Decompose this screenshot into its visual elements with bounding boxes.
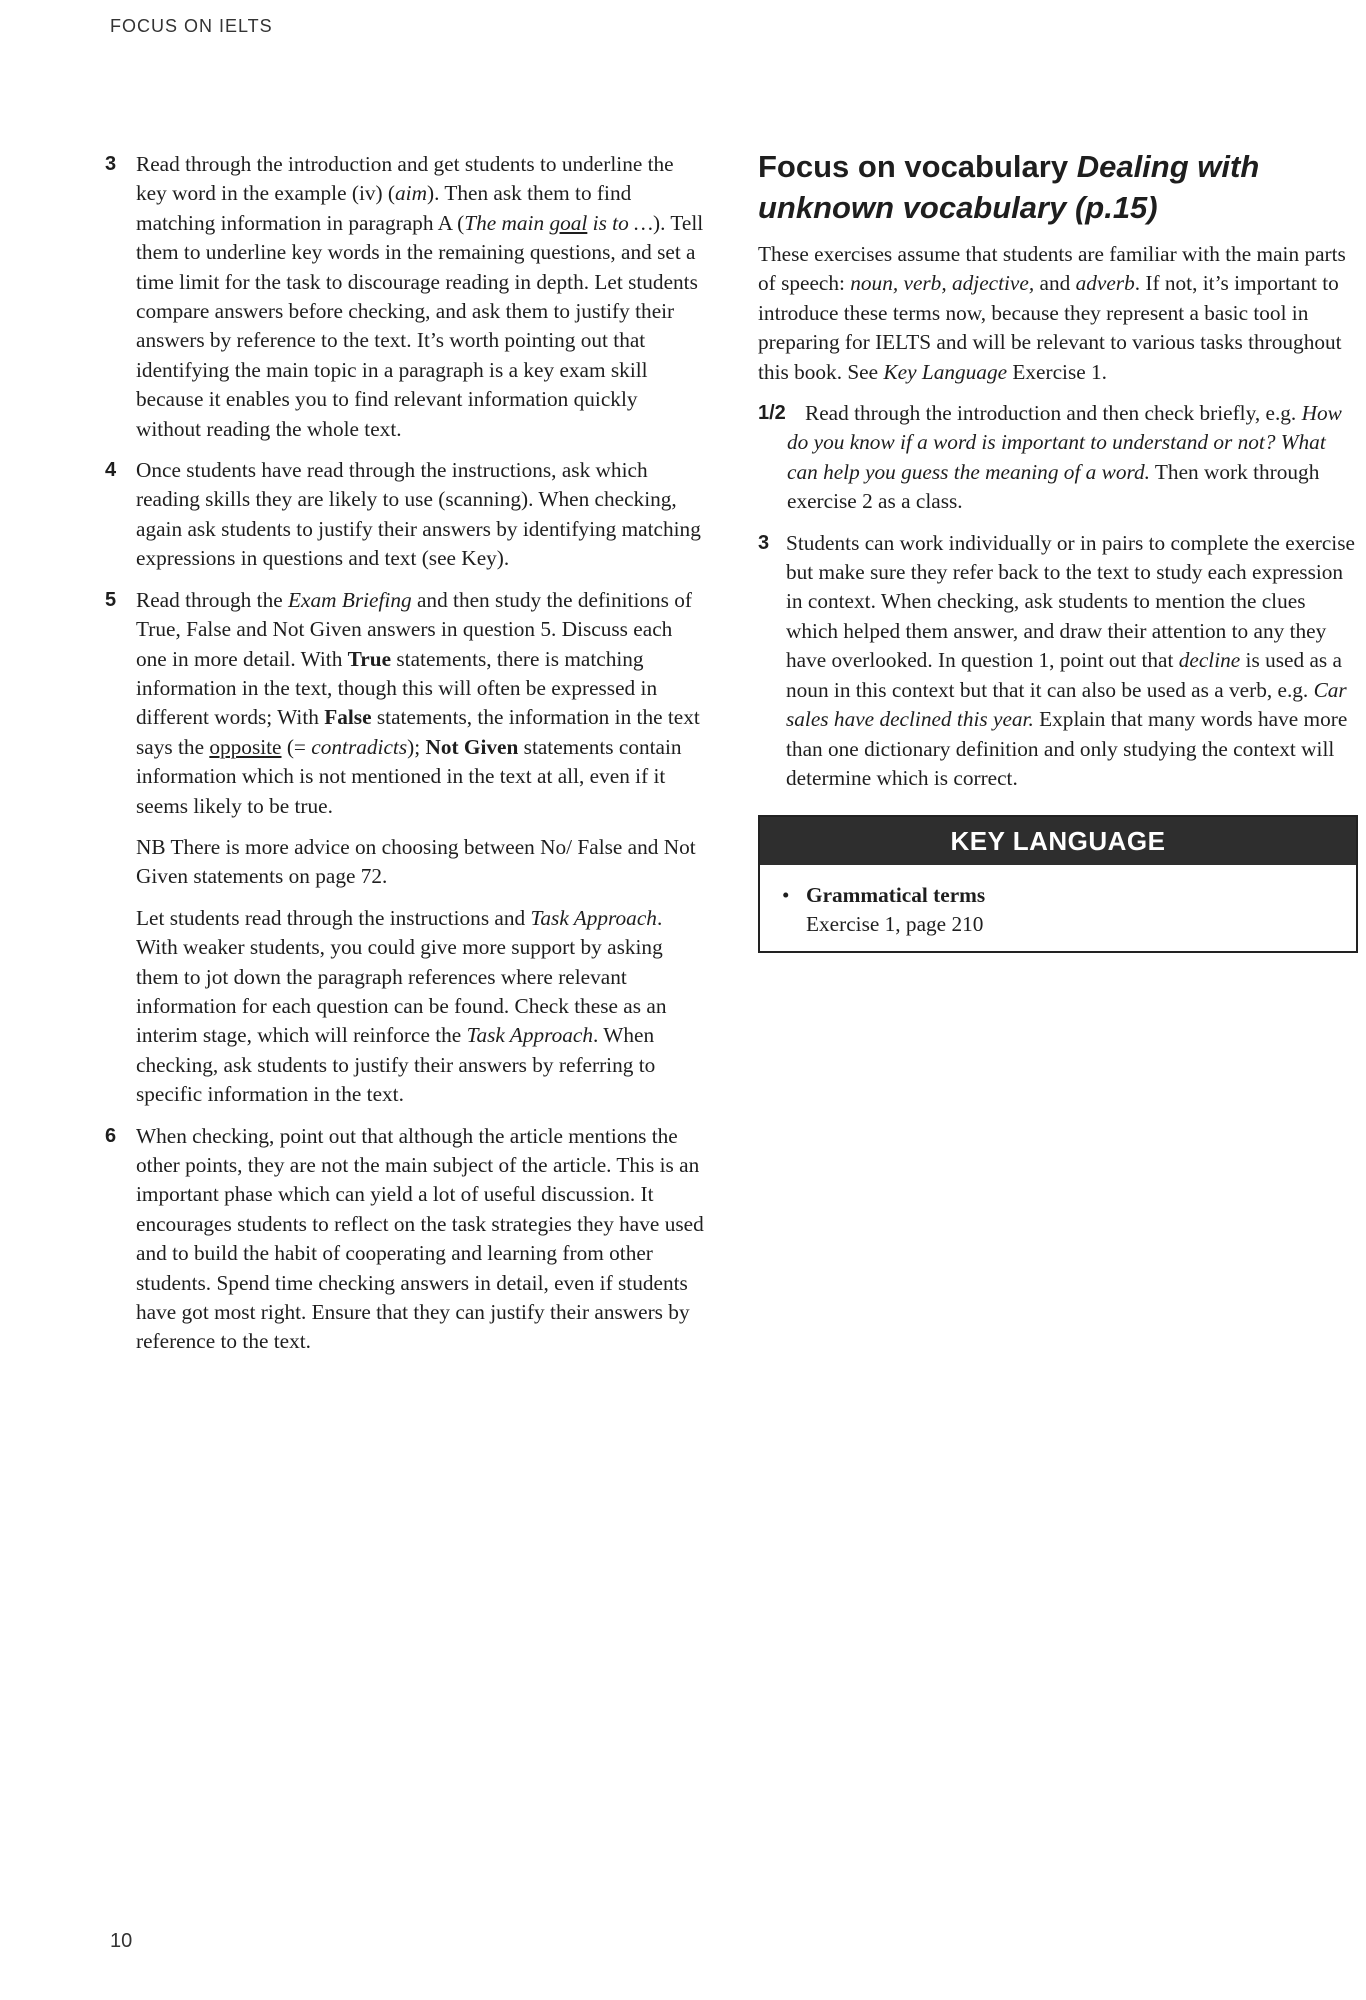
- text-run: Read through the introduction and get students to underline the key word in the example (iv) (: [136, 152, 674, 206]
- key-language-header: KEY LANGUAGE: [760, 817, 1356, 865]
- italic-run: decline: [1178, 648, 1241, 673]
- task-approach-note: [136, 904, 705, 1110]
- exercise-5-note: [105, 586, 705, 821]
- italic-run: noun, verb, adjective,: [850, 271, 1035, 296]
- text-run: Students can work individually or in pairs to complete the exercise but make sure they refer back to the text to study each expression in context. When checking, ask students to mention the clues which helped them answer, and draw their attention to any they have overlooked. In question 1, point out that: [786, 530, 1355, 673]
- italic-run: How do you know if a word is important to understand or not? What can help you guess the meaning of a word.: [787, 401, 1342, 484]
- underlined-run: opposite: [209, 734, 282, 759]
- italic-run: The main: [464, 210, 550, 235]
- italic-run: aim: [395, 181, 427, 206]
- exercise-number: 6: [105, 1124, 117, 1147]
- nb-note: NB There is more advice on choosing between No/ False and Not Given statements on page 72.: [136, 834, 696, 889]
- underlined-run: goal: [549, 210, 588, 235]
- section-heading: [758, 146, 1356, 228]
- text-run: (=: [281, 734, 312, 759]
- exercise-number: 3: [105, 153, 117, 175]
- exercise-6-note: [105, 1122, 705, 1357]
- text-run: and: [1034, 271, 1076, 296]
- italic-run: Task Approach: [466, 1023, 594, 1048]
- exercise-number: 5: [105, 588, 117, 611]
- text-run: When checking, point out that although the article mentions the other points, they are not the main subject of the article. This is an important phase which can yield a lot of useful discussion. It encourages students to reflect on the task strategies they have used and to build the habit of cooperating and learning from other students. Spend time checking answers in detail, even if students have got most right. Ensure that they can justify their answers by reference to the text.: [136, 1123, 704, 1354]
- text-run: statements, there is matching information in the text, though this will often be expressed in different words; With: [136, 646, 658, 730]
- key-language-box: [758, 815, 1358, 953]
- text-run: . If not, it’s important to introduce these terms now, because they represent a basic tool in preparing for IELTS and will be relevant to various tasks throughout this book. See: [758, 271, 1342, 384]
- heading-bold: Focus on vocabulary: [758, 149, 1069, 184]
- text-run: ). Tell them to underline key words in the remaining questions, and set a time limit for the task to discourage reading in depth. Let students compare answers before checking, and ask them to justify their answers by reference to the text. It’s worth pointing out that identifying the main topic in a paragraph is a key exam skill because it enables you to find relevant information quickly without reading the whole text.: [136, 210, 704, 441]
- bold-run: False: [324, 705, 372, 730]
- text-run: Read through the introduction and then check briefly, e.g.: [805, 401, 1302, 426]
- italic-run: is to …: [587, 210, 654, 235]
- text-run: and then study the definitions of True, False and Not Given answers in question 5. Discuss each one in more detail. With: [136, 587, 693, 671]
- exercise-number: 4: [105, 459, 117, 482]
- key-language-item-ref: Exercise 1, page 210: [806, 912, 984, 937]
- italic-run: Task Approach: [530, 905, 657, 930]
- bullet-icon: •: [782, 883, 790, 908]
- exercise-number: 3: [758, 531, 770, 554]
- exercise-number: 1/2: [758, 402, 786, 425]
- text-run: Let students read through the instructions and: [136, 905, 531, 930]
- text-run: statements, the information in the text says the: [136, 705, 700, 759]
- italic-run: Key Language: [883, 359, 1008, 384]
- running-head: FOCUS ON IELTS: [110, 16, 273, 36]
- text-run: Explain that many words have more than one dictionary definition and only studying the context will determine which is correct.: [786, 707, 1348, 790]
- text-run: Then work through exercise 2 as a class.: [787, 459, 1320, 514]
- exercise-3-note: [105, 150, 705, 444]
- text-run: ). Then ask them to find matching information in paragraph A (: [136, 181, 632, 235]
- key-language-body: [760, 865, 1356, 951]
- italic-run: Car sales have declined this year.: [786, 677, 1347, 732]
- exercise-3-vocab-note: [758, 529, 1356, 794]
- page-number: 10: [110, 1930, 133, 1952]
- text-run: These exercises assume that students are familiar with the main parts of speech:: [758, 242, 1346, 296]
- italic-run: contradicts: [311, 734, 408, 759]
- text-run: . With weaker students, you could give more support by asking them to jot down the paragraph references where relevant information for each question can be found. Check these as an interim stage, which will reinforce the: [136, 905, 667, 1048]
- bold-run: Not Given: [425, 734, 519, 759]
- left-column: [105, 150, 705, 1369]
- exercise-4-note: [105, 456, 705, 574]
- italic-run: Exam Briefing: [288, 587, 412, 612]
- bold-run: True: [347, 646, 392, 671]
- heading-italic: Dealing with unknown vocabulary (p.15): [758, 149, 1260, 225]
- text-run: Exercise 1.: [1007, 359, 1107, 384]
- vocabulary-intro: [758, 240, 1356, 387]
- text-run: . When checking, ask students to justify their answers by referring to specific information in the text.: [136, 1023, 656, 1107]
- text-run: );: [407, 734, 426, 759]
- italic-run: adverb: [1075, 271, 1135, 296]
- text-run: Once students have read through the instructions, ask which reading skills they are likely to use (scanning). When checking, again ask students to justify their answers by identifying matching expressions in questions and text (see Key).: [136, 458, 701, 571]
- text-run: statements contain information which is not mentioned in the text at all, even if it seems likely to be true.: [136, 734, 682, 818]
- exercise-1-2-note: [758, 399, 1356, 517]
- right-column: [758, 150, 1356, 953]
- key-language-item: [782, 881, 1336, 939]
- key-language-item-title: Grammatical terms: [806, 883, 986, 908]
- text-run: is used as a noun in this context but that it can also be used as a verb, e.g.: [786, 648, 1342, 702]
- text-run: Read through the: [136, 587, 289, 612]
